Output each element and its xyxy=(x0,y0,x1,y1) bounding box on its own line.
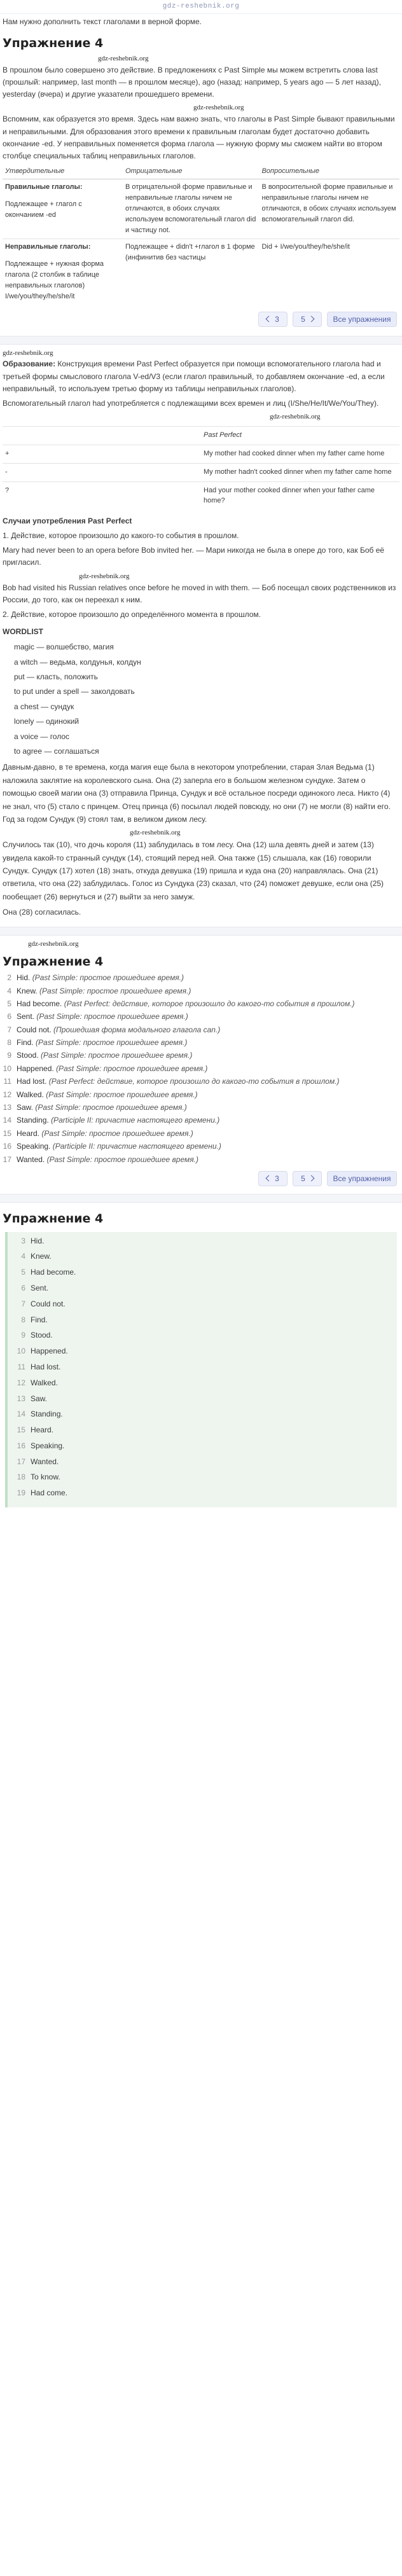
list-item xyxy=(14,1267,391,1283)
watermark: gdz-reshebnik.org xyxy=(79,572,130,580)
answer-word: Sent. xyxy=(17,1012,35,1021)
list-item xyxy=(14,1488,391,1504)
item-number: 10 xyxy=(17,1347,25,1356)
item-number: 11 xyxy=(17,1362,25,1371)
answer-word: Speaking. xyxy=(17,1142,51,1151)
table-cell: + xyxy=(3,445,201,464)
prev-label: 3 xyxy=(275,314,279,324)
answer-word: Saw. xyxy=(17,1103,34,1112)
theory-block xyxy=(3,64,399,162)
list-item xyxy=(3,973,399,983)
item-number: 9 xyxy=(7,1051,11,1060)
prev-label: 3 xyxy=(275,1174,279,1183)
table-header-row xyxy=(3,427,399,445)
theory-paragraph: Вспомогательный глагол had употребляется с подлежащими всех времен и лиц (I/She/He/It/We/You/They). xyxy=(3,399,379,408)
list-item xyxy=(3,1128,399,1139)
list-item xyxy=(3,1102,399,1113)
section-divider xyxy=(0,1194,402,1203)
list-item xyxy=(3,1154,399,1165)
all-exercises-button[interactable]: Все упражнения xyxy=(327,1171,397,1186)
list-item: a witch — ведьма, колдунья, колдун xyxy=(14,657,141,667)
list-item xyxy=(3,1090,399,1100)
answer-word: To know. xyxy=(31,1472,60,1482)
answer-explanation: (Past Simple: простое прошедшее время.) xyxy=(56,1063,208,1073)
theory-text: Конструкция времени Past Perfect образуется при помощи вспомогательного глагола had и третьей формы смыслового глагола V-ed/V3 (если глагол правильный, то добавляем окончание -ed, а если неправильный, то используем третью форму из таблицы неправильных глаголов). xyxy=(3,359,385,393)
item-number: 10 xyxy=(3,1063,11,1073)
item-number: 6 xyxy=(7,1012,11,1021)
answer-explanation: (Past Simple: простое прошедшее время.) xyxy=(39,986,191,995)
list-item: to agree — соглашаться xyxy=(14,747,99,756)
exercise-section-3 xyxy=(0,1203,402,1516)
item-number: 17 xyxy=(3,1154,11,1164)
table-cell: My mother had cooked dinner when my father came home xyxy=(201,445,399,464)
answer-word: Speaking. xyxy=(31,1441,65,1450)
answer-explanation: (Past Simple: простое прошедшее время.) xyxy=(35,1103,187,1112)
list-item xyxy=(14,1283,391,1299)
answer-word: Could not. xyxy=(31,1299,66,1308)
intro-text: Нам нужно дополнить текст глаголами в верной форме. xyxy=(3,17,202,26)
list-item: a chest — сундук xyxy=(14,702,74,711)
item-number: 19 xyxy=(17,1488,25,1498)
item-number: 16 xyxy=(17,1441,25,1450)
item-number: 6 xyxy=(21,1283,25,1292)
table-header: Вопросительные xyxy=(259,165,399,179)
item-number: 4 xyxy=(21,1252,25,1261)
answer-word: Stood. xyxy=(31,1331,53,1340)
table-row xyxy=(3,239,399,305)
chevron-left-icon xyxy=(266,1175,272,1182)
list-item xyxy=(14,1425,391,1441)
item-number: 14 xyxy=(17,1409,25,1419)
table-header: Past Perfect xyxy=(201,427,399,445)
list-item xyxy=(14,1378,391,1394)
story-paragraph: Случилось так (10), что дочь короля (11) заблудилась в том лесу. Она (12) шла девять дней и затем (13) увидела какой-то странный сундук (14), стоящий перед ней. Она также (15) слышала, как (16) говорили Сундук. Сундук (17) хотел (18) знать, откуда девушка (19) пришла и куда она (20) направлялась. Она (21) ответила, что она (22) заблудилась. Голос из Сундука (23) сказал, что (24) поможет девушке, если она (25) пообещает (26) вернуться и (27) выйти за него замуж. xyxy=(3,840,384,901)
list-item xyxy=(14,1315,391,1331)
prev-exercise-button[interactable] xyxy=(258,1171,288,1186)
item-number: 15 xyxy=(3,1128,11,1138)
answer-word: Walked. xyxy=(17,1090,44,1099)
table-cell: Had your mother cooked dinner when your father came home? xyxy=(201,481,399,509)
chevron-left-icon xyxy=(266,316,272,322)
item-number: 12 xyxy=(17,1378,25,1387)
table-cell: В отрицательной форме правильные и неправильные глаголы ничем не отличаются, в обоих случаях используем вспомогательный глагол did и частицу not. xyxy=(123,179,259,239)
table-row xyxy=(3,464,399,482)
table-cell xyxy=(3,179,123,239)
item-number: 12 xyxy=(3,1090,11,1099)
item-number: 9 xyxy=(21,1331,25,1340)
theory-paragraph: В прошлом было совершено это действие. В предложениях с Past Simple мы можем встретить слова last (прошлый: например, last month — в прошлом месяце), ago (назад: например, 5 years ago — 5 лет назад), yesterday (вчера) и другие указатели прошедшего времени. xyxy=(3,65,381,99)
answer-word: Hid. xyxy=(31,1236,45,1245)
list-item: a voice — голос xyxy=(14,731,70,741)
next-exercise-button[interactable] xyxy=(293,1171,322,1186)
watermark: gdz-reshebnik.org xyxy=(270,413,321,421)
list-item xyxy=(14,1362,391,1378)
answer-explanation: (Past Simple: простое прошедшее время.) xyxy=(46,1090,198,1099)
list-item: to put under a spell — заколдовать xyxy=(14,687,135,696)
table-header-row xyxy=(3,165,399,179)
item-number: 18 xyxy=(17,1472,25,1482)
list-item xyxy=(14,1457,391,1472)
row-label: Правильные глаголы: xyxy=(5,183,83,191)
answer-word: Heard. xyxy=(31,1425,54,1435)
wordlist xyxy=(3,642,399,757)
case-text: 2. Действие, которое произошло до определённого момента в прошлом. xyxy=(3,609,261,619)
item-number: 13 xyxy=(3,1103,11,1112)
item-number: 16 xyxy=(3,1142,11,1151)
watermark: gdz-reshebnik.org xyxy=(130,829,181,837)
case-example: Bob had visited his Russian relatives once before he moved in with them. — Боб посещал своих родственников из России, до того, как он переехал к ним. xyxy=(3,583,396,604)
table-cell xyxy=(3,427,201,445)
exercise-section-1 xyxy=(0,27,402,335)
answer-explanation: (Прошедшая форма модального глагола can.) xyxy=(53,1025,221,1034)
table-cell: ? xyxy=(3,481,201,509)
list-item xyxy=(14,1409,391,1425)
answer-word: Had come. xyxy=(31,1488,68,1498)
answer-word: Find. xyxy=(17,1038,34,1048)
answer-explanation: (Past Perfect: действие, которое произошло до какого-то события в прошлом.) xyxy=(48,1077,340,1086)
chevron-right-icon xyxy=(308,1175,314,1182)
section-divider xyxy=(0,336,402,345)
list-item xyxy=(14,1441,391,1457)
answer-explanation: (Past Simple: простое прошедшее время.) xyxy=(41,1128,193,1138)
list-item xyxy=(14,1346,391,1362)
answer-card xyxy=(5,1232,397,1508)
next-exercise-button[interactable] xyxy=(293,312,322,327)
answer-word: Heard. xyxy=(17,1128,40,1138)
pagination xyxy=(3,308,399,331)
all-exercises-button[interactable]: Все упражнения xyxy=(327,312,397,327)
answer-word: Wanted. xyxy=(17,1154,45,1164)
case-text: 1. Действие, которое произошло до какого-то события в прошлом. xyxy=(3,531,239,541)
item-number: 7 xyxy=(21,1299,25,1308)
answer-word: Had lost. xyxy=(31,1362,61,1371)
wordlist-title: WORDLIST xyxy=(3,627,43,637)
answer-list xyxy=(3,973,399,1165)
next-label: 5 xyxy=(301,1174,305,1183)
watermark: gdz-reshebnik.org xyxy=(28,939,79,948)
item-number: 5 xyxy=(21,1268,25,1277)
answer-word: Standing. xyxy=(17,1116,49,1125)
answer-word: Knew. xyxy=(17,986,38,995)
list-item xyxy=(3,1025,399,1035)
item-number: 8 xyxy=(7,1038,11,1048)
answer-word: Had lost. xyxy=(17,1077,47,1086)
answer-word: Happened. xyxy=(31,1347,68,1356)
story-translation xyxy=(3,761,399,918)
item-number: 7 xyxy=(7,1025,11,1034)
answer-word: Wanted. xyxy=(31,1457,59,1466)
item-number: 5 xyxy=(7,999,11,1008)
item-number: 15 xyxy=(17,1425,25,1435)
table-header: Отрицательные xyxy=(123,165,259,179)
list-item xyxy=(3,1063,399,1074)
table-header: Утвердительные xyxy=(3,165,123,179)
answer-explanation: (Past Simple: простое прошедшее время.) xyxy=(41,1051,193,1060)
item-number: 14 xyxy=(3,1116,11,1125)
answer-word: Find. xyxy=(31,1315,48,1324)
list-item xyxy=(3,999,399,1009)
item-number: 2 xyxy=(7,973,11,983)
list-item xyxy=(3,1076,399,1087)
exercise-title: Упражнение 4 xyxy=(3,954,104,969)
list-item xyxy=(3,1011,399,1022)
list-item xyxy=(3,1141,399,1152)
table-cell: - xyxy=(3,464,201,482)
table-cell: Did + I/we/you/they/he/she/it xyxy=(259,239,399,305)
answer-explanation: (Past Simple: простое прошедшее время.) xyxy=(36,1012,188,1021)
answer-word: Had become. xyxy=(31,1268,76,1277)
item-number: 4 xyxy=(7,986,11,995)
cases-title: Случаи употребления Past Perfect xyxy=(3,516,132,525)
answer-explanation: (Participle II: причастие настоящего времени.) xyxy=(51,1116,220,1125)
answer-word: Happened. xyxy=(17,1063,54,1073)
section-divider xyxy=(0,927,402,936)
exercise-title: Упражнение 4 xyxy=(3,1211,104,1226)
answer-word: Standing. xyxy=(31,1409,63,1419)
past-perfect-section xyxy=(0,345,402,927)
item-number: 13 xyxy=(17,1394,25,1403)
list-item xyxy=(14,1330,391,1346)
table-row xyxy=(3,481,399,509)
exercise-section-2 xyxy=(0,936,402,1194)
table-cell: В вопросительной форме правильные и неправильные глаголы ничем не отличаются, в обоих случаях используем вспомогательный глагол did. xyxy=(259,179,399,239)
list-item: put — класть, положить xyxy=(14,672,98,682)
row-label: Неправильные глаголы: xyxy=(5,243,91,251)
item-number: 3 xyxy=(21,1236,25,1245)
story-paragraph: Она (28) согласилась. xyxy=(3,908,81,917)
table-row xyxy=(3,445,399,464)
list-item xyxy=(3,986,399,997)
answer-explanation: (Past Simple: простое прошедшее время.) xyxy=(32,973,184,983)
next-label: 5 xyxy=(301,314,305,324)
theory-paragraph xyxy=(3,358,399,395)
answer-explanation: (Past Simple: простое прошедшее время.) xyxy=(46,1154,198,1164)
answer-explanation: (Past Simple: простое прошедшее время.) xyxy=(36,1038,188,1048)
list-item xyxy=(3,1115,399,1126)
answer-word: Had become. xyxy=(17,999,62,1008)
answer-word: Saw. xyxy=(31,1394,48,1403)
answer-word: Walked. xyxy=(31,1378,58,1387)
table-cell: Подлежащее + didn't +глагол в 1 форме (инфинитив без частицы xyxy=(123,239,259,305)
chevron-right-icon xyxy=(308,316,314,322)
top-bar xyxy=(0,0,402,14)
answer-word: Stood. xyxy=(17,1051,39,1060)
table-row xyxy=(3,179,399,239)
list-item: lonely — одинокий xyxy=(14,717,80,726)
list-item xyxy=(3,1050,399,1061)
answer-word: Knew. xyxy=(31,1252,52,1261)
table-cell xyxy=(3,239,123,305)
past-perfect-table xyxy=(3,426,399,510)
item-number: 8 xyxy=(21,1315,25,1324)
answer-explanation: (Past Perfect: действие, которое произошло до какого-то события в прошлом.) xyxy=(64,999,355,1008)
watermark: gdz-reshebnik.org xyxy=(193,104,244,112)
table-cell: My mother hadn't cooked dinner when my father came home xyxy=(201,464,399,482)
list-item xyxy=(3,1037,399,1048)
answer-explanation: (Participle II: причастие настоящего времени.) xyxy=(52,1142,221,1151)
table-cell-text: Подлежащее + глагол с окончанием -ed xyxy=(5,200,82,219)
list-item: magic — волшебство, магия xyxy=(14,642,114,652)
list-item xyxy=(14,1299,391,1315)
prev-exercise-button[interactable] xyxy=(258,312,288,327)
watermark: gdz-reshebnik.org xyxy=(98,54,149,62)
list-item xyxy=(14,1236,391,1252)
list-item xyxy=(14,1251,391,1267)
case-example: Mary had never been to an opera before Bob invited her. — Мари никогда не была в опере до того, как Боб её пригласил. xyxy=(3,546,385,567)
site-logo[interactable]: gdz-reshebnik.org xyxy=(162,2,240,10)
answer-list xyxy=(14,1236,391,1504)
answer-word: Could not. xyxy=(17,1025,52,1034)
answer-word: Sent. xyxy=(31,1283,49,1292)
pagination xyxy=(3,1167,399,1190)
list-item xyxy=(14,1472,391,1488)
exercise-title: Упражнение 4 xyxy=(3,36,104,51)
list-item xyxy=(14,1394,391,1409)
table-cell-text: Подлежащее + нужная форма глагола (2 столбик в таблице неправильных глаголов) I/we/you/they/he/she/it xyxy=(5,260,104,301)
item-number: 17 xyxy=(17,1457,25,1466)
item-number: 11 xyxy=(3,1077,11,1086)
label-bold: Образование: xyxy=(3,359,56,369)
watermark: gdz-reshebnik.org xyxy=(3,349,53,357)
answer-word: Hid. xyxy=(17,973,31,983)
story-paragraph: Давным-давно, в те времена, когда магия еще была в некотором употреблении, старая Злая Ведьма (1) наложила заклятие на королевского сына. Она (2) заперла его в большом железном сундуке. Затем о помощью своей магии она (3) отправила Принца, Сундук и всё остальное посреди одинокого леса. Никто (4) не знал, что (5) стало с принцем. Отец принца (6) посылал людей повсюду, но они (7) не могли (8) найти его. Год за годом Сундук (9) стоял там, в великом диком лесу. xyxy=(3,763,391,824)
theory-paragraph: Вспомним, как образуется это время. Здесь нам важно знать, что глаголы в Past Simple бывают правильными и неправильными. Для образования этого времени к правильным глаголам будет достаточно добавить окончание -ed. У неправильных поменяется форма глагола — нужную форму мы сможем найти во втором столбце специальных таблиц неправильных глаголов. xyxy=(3,114,395,160)
grammar-table xyxy=(3,165,399,305)
